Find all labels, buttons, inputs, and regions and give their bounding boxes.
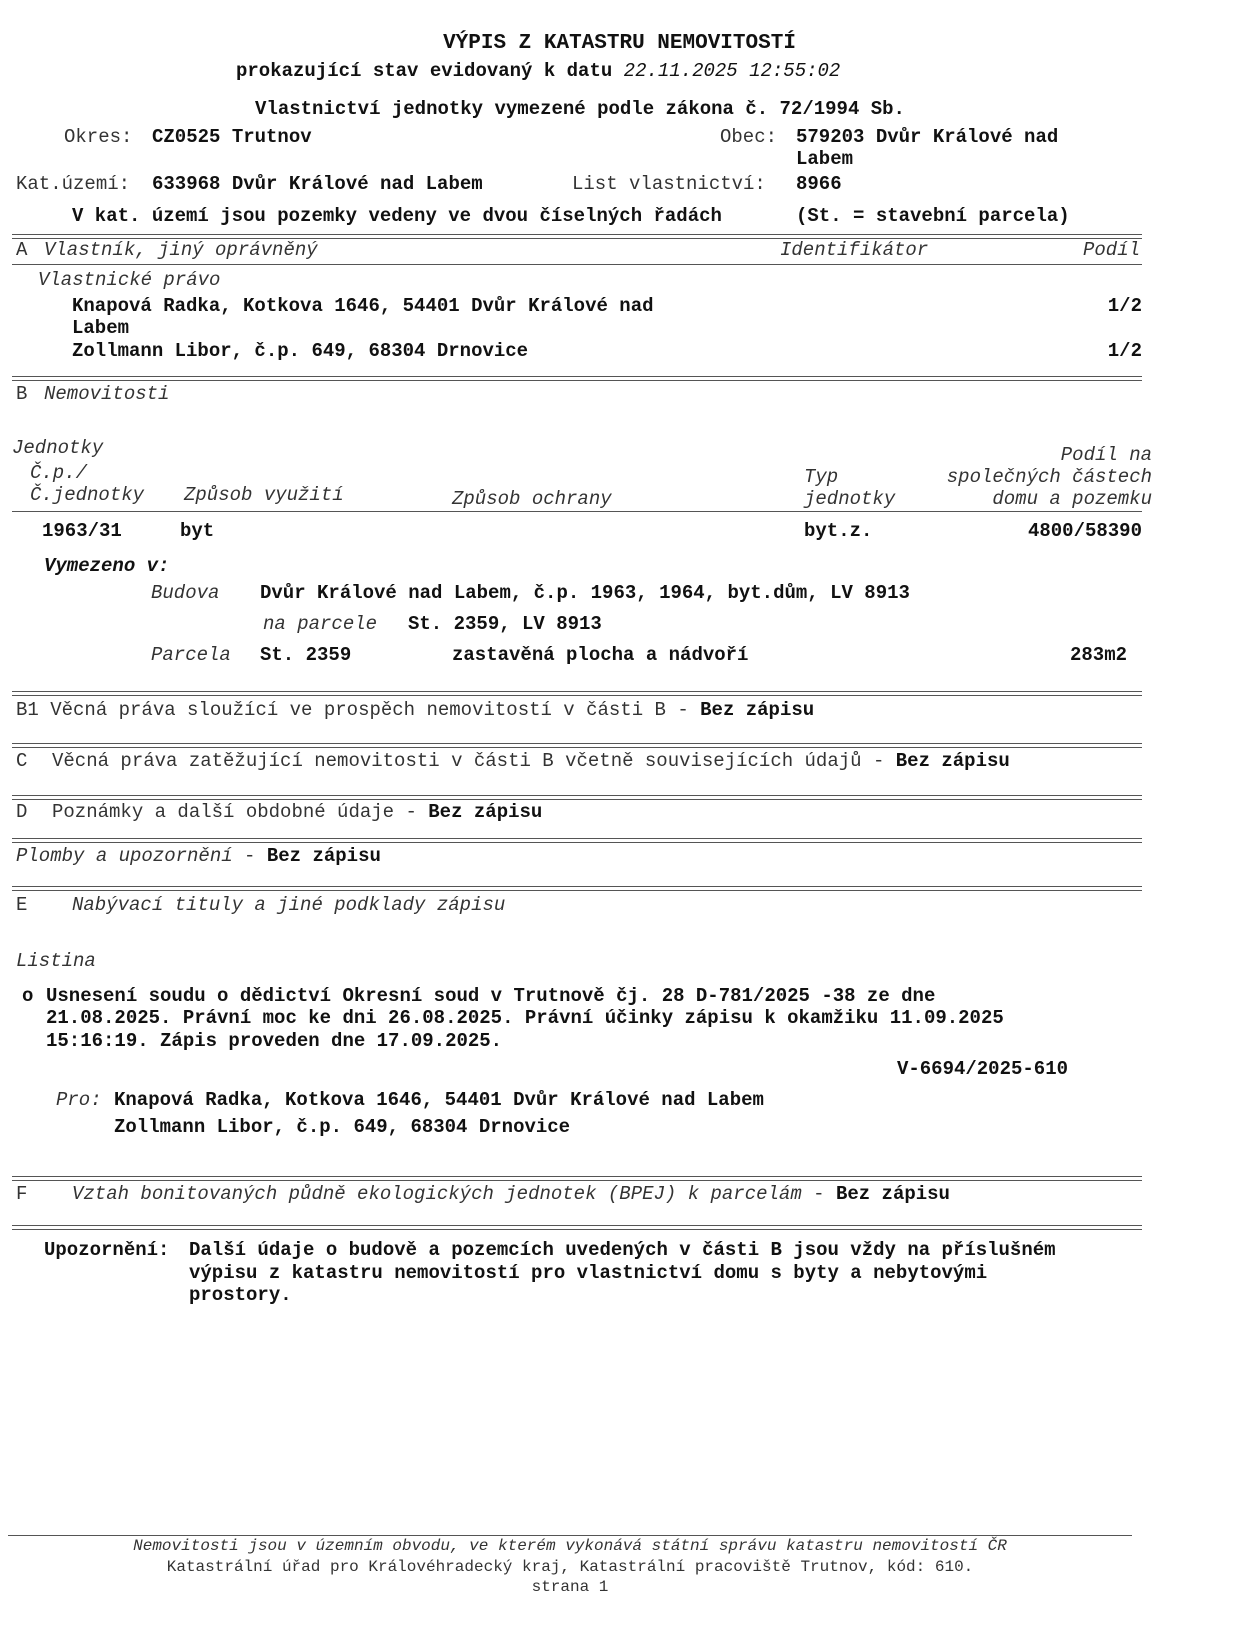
col-domu-a-pozemku: domu a pozemku <box>992 488 1152 510</box>
section-c-title: Věcná práva zatěžující nemovitosti v části B včetně souvisejících údajů <box>52 750 862 772</box>
col-spolecnych-castech: společných částech <box>946 466 1152 488</box>
divider <box>12 886 1142 891</box>
col-cislo-jednotky: Č.jednotky <box>30 484 145 506</box>
section-b1-letter: B1 <box>16 699 39 721</box>
obec-label: Obec: <box>720 126 778 148</box>
section-b1-value: Bez zápisu <box>700 699 815 721</box>
vlastnicke-pravo: Vlastnické právo <box>38 269 221 291</box>
footer-note: Nemovitosti jsou v územním obvodu, ve kterém vykonává státní správu katastru nemovitostí ČR <box>133 1537 1007 1555</box>
parcela-number: St. 2359 <box>260 644 352 666</box>
subtitle: prokazující stav evidovaný k datu 22.11.2025 12:55:02 <box>236 60 841 82</box>
budova-label: Budova <box>151 582 220 604</box>
unit-share: 4800/58390 <box>1027 520 1142 542</box>
listina-line-2: 21.08.2025. Právní moc ke dni 26.08.2025. Právní účinky zápisu k okamžiku 11.09.2025 <box>46 1007 1004 1029</box>
upozorneni-label: Upozornění: <box>44 1239 170 1261</box>
col-podil: Podíl <box>1083 239 1141 261</box>
divider <box>12 1176 1142 1181</box>
divider <box>12 743 1142 748</box>
jednotky-heading: Jednotky <box>12 437 104 459</box>
rady-note: V kat. území jsou pozemky vedeny ve dvou číselných řadách <box>72 205 722 227</box>
upozorneni-line-3: prostory. <box>189 1284 292 1306</box>
page-number: strana 1 <box>531 1578 609 1596</box>
divider <box>12 838 1142 843</box>
okres-value: CZ0525 Trutnov <box>152 126 312 148</box>
unit-number: 1963/31 <box>42 520 122 542</box>
listina-reference: V-6694/2025-610 <box>896 1058 1068 1080</box>
section-d: Poznámky a další obdobné údaje - Bez zápisu <box>52 801 543 823</box>
section-d-letter: D <box>16 801 28 823</box>
owner-2-line1: Zollmann Libor, č.p. 649, 68304 Drnovice <box>72 340 529 362</box>
section-e-letter: E <box>16 894 28 916</box>
section-c: Věcná práva zatěžující nemovitosti v části B včetně souvisejících údajů - Bez zápisu <box>52 750 1010 772</box>
section-a-letter: A <box>16 239 28 261</box>
lv-value: 8966 <box>796 173 842 195</box>
footer-office: Katastrální úřad pro Královéhradecký kraj, Katastrální pracoviště Trutnov, kód: 610. <box>166 1558 974 1576</box>
na-parcele-value: St. 2359, LV 8913 <box>408 613 602 635</box>
plomby-title: Plomby a upozornění <box>16 845 233 867</box>
pro-line-1: Knapová Radka, Kotkova 1646, 54401 Dvůr Králové nad Labem <box>114 1089 764 1111</box>
obec-value: 579203 Dvůr Králové nad <box>796 126 1059 148</box>
divider <box>12 795 1142 800</box>
owner-1-share: 1/2 <box>1107 295 1142 317</box>
section-f-letter: F <box>16 1183 28 1205</box>
obec-value-cont: Labem <box>796 148 854 170</box>
listina-line-1: Usnesení soudu o dědictví Okresní soud v Trutnově čj. 28 D-781/2025 -38 ze dne <box>46 985 936 1007</box>
col-identifikator: Identifikátor <box>780 239 929 261</box>
owner-1-line1: Knapová Radka, Kotkova 1646, 54401 Dvůr Králové nad <box>72 295 654 317</box>
divider <box>12 376 1142 381</box>
parcela-area: 283m2 <box>1069 644 1127 666</box>
divider <box>12 511 1142 512</box>
col-zpusob-ochrany: Způsob ochrany <box>452 488 612 510</box>
section-c-letter: C <box>16 750 28 772</box>
pro-line-2: Zollmann Libor, č.p. 649, 68304 Drnovice <box>114 1116 571 1138</box>
upozorneni-line-2: výpisu z katastru nemovitostí pro vlastnictví domu s byty a nebytovými <box>189 1262 988 1284</box>
plomby-value: Bez zápisu <box>266 845 381 867</box>
extract-date: 22.11.2025 12:55:02 <box>623 60 841 82</box>
lv-label: List vlastnictví: <box>572 173 766 195</box>
owner-1-line2: Labem <box>72 317 130 339</box>
na-parcele-label: na parcele <box>263 613 378 635</box>
parcela-label: Parcela <box>151 644 231 666</box>
pro-label: Pro: <box>56 1089 102 1111</box>
budova-value: Dvůr Králové nad Labem, č.p. 1963, 1964, byt.dům, LV 8913 <box>260 582 910 604</box>
document-title: VÝPIS Z KATASTRU NEMOVITOSTÍ <box>443 32 796 55</box>
unit-type: byt.z. <box>804 520 873 542</box>
section-b1: B1 Věcná práva sloužící ve prospěch nemovitostí v části B - Bez zápisu <box>16 699 815 721</box>
section-d-value: Bez zápisu <box>428 801 543 823</box>
st-note: (St. = stavební parcela) <box>796 205 1070 227</box>
col-typ-jednotky: jednotky <box>804 488 896 510</box>
divider <box>12 691 1142 696</box>
section-c-value: Bez zápisu <box>895 750 1010 772</box>
parcela-type: zastavěná plocha a nádvoří <box>452 644 749 666</box>
section-a-title: Vlastník, jiný oprávněný <box>44 239 318 261</box>
col-cp: Č.p./ <box>30 462 88 484</box>
listina-heading: Listina <box>16 950 96 972</box>
col-zpusob-vyuziti: Způsob využití <box>184 484 344 506</box>
katuzemi-value: 633968 Dvůr Králové nad Labem <box>152 173 483 195</box>
upozorneni-line-1: Další údaje o budově a pozemcích uvedených v části B jsou vždy na příslušném <box>189 1239 1056 1261</box>
section-e-title: Nabývací tituly a jiné podklady zápisu <box>72 894 506 916</box>
okres-label: Okres: <box>64 126 133 148</box>
listina-bullet: o <box>22 985 34 1007</box>
vymezeno-label: Vymezeno v: <box>44 555 170 577</box>
col-podil-na: Podíl na <box>1060 444 1152 466</box>
owner-2-share: 1/2 <box>1107 340 1142 362</box>
listina-line-3: 15:16:19. Zápis proveden dne 17.09.2025. <box>46 1030 503 1052</box>
divider <box>12 1225 1142 1230</box>
law-reference: Vlastnictví jednotky vymezené podle zákona č. 72/1994 Sb. <box>255 98 905 120</box>
section-f-title: Vztah bonitovaných půdně ekologických jednotek (BPEJ) k parcelám <box>72 1183 802 1205</box>
unit-usage: byt <box>180 520 215 542</box>
section-f-value: Bez zápisu <box>835 1183 950 1205</box>
section-b-letter: B <box>16 383 28 405</box>
katuzemi-label: Kat.území: <box>16 173 131 195</box>
plomby: Plomby a upozornění - Bez zápisu <box>16 845 381 867</box>
section-b1-title: Věcná práva sloužící ve prospěch nemovitostí v části B <box>50 699 666 721</box>
section-d-title: Poznámky a další obdobné údaje <box>52 801 395 823</box>
section-f: Vztah bonitovaných půdně ekologických jednotek (BPEJ) k parcelám - Bez zápisu <box>72 1183 950 1205</box>
divider <box>12 264 1142 265</box>
col-typ: Typ <box>804 466 839 488</box>
section-b-title: Nemovitosti <box>44 383 170 405</box>
